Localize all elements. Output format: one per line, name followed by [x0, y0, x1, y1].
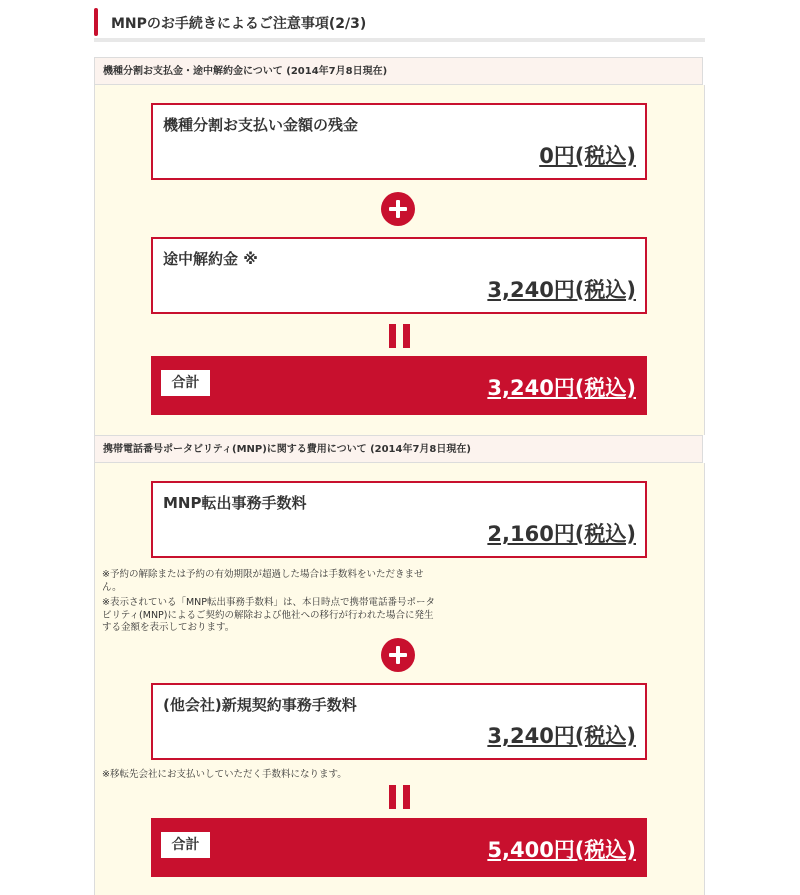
fee-box-new-contract — [151, 683, 647, 760]
fee-box-mnp-transfer — [151, 481, 647, 558]
page-title — [94, 8, 705, 42]
fee-label: (他会社)新規契約事務手数料 — [163, 696, 357, 714]
fee-box-device-balance — [151, 103, 647, 180]
section1-heading: 機種分割お支払金・途中解約金について (2014年7月8日現在) — [94, 57, 703, 85]
note-mnp-fee-2: ※表示されている「MNP転出事務手数料」は、本日時点で携帯電話番号ポータビリティ(MNP)によるご契約の解除および他社への移行が行われた場合に発生する金額を表示しております。 — [102, 597, 435, 633]
page-title-text: MNPのお手続きによるご注意事項(2/3) — [111, 16, 367, 32]
plus-icon — [381, 192, 415, 226]
fee-amount: 2,160円(税込) — [487, 522, 636, 546]
fee-label: 途中解約金 ※ — [163, 250, 258, 268]
total-label: 合計 — [161, 832, 210, 858]
total-label: 合計 — [161, 370, 210, 396]
equals-icon — [389, 785, 411, 809]
fee-label: MNP転出事務手数料 — [163, 494, 307, 512]
fee-amount: 3,240円(税込) — [487, 278, 636, 302]
fee-amount: 0円(税込) — [539, 144, 636, 168]
total-amount: 5,400円(税込) — [487, 838, 636, 862]
plus-icon — [381, 638, 415, 672]
total-amount: 3,240円(税込) — [487, 376, 636, 400]
note-new-contract: ※移転先会社にお支払いしていただく手数料になります。 — [102, 769, 347, 780]
fee-box-cancellation — [151, 237, 647, 314]
total-box-section2 — [151, 818, 647, 877]
fee-amount: 3,240円(税込) — [487, 724, 636, 748]
title-accent-bar — [94, 8, 98, 36]
total-box-section1 — [151, 356, 647, 415]
note-mnp-fee-1: ※予約の解除または予約の有効期限が超過した場合は手数料をいただきません。 — [102, 569, 424, 593]
fee-label: 機種分割お支払い金額の残金 — [163, 116, 359, 134]
section2-heading: 携帯電話番号ポータビリティ(MNP)に関する費用について (2014年7月8日現在) — [94, 435, 703, 463]
equals-icon — [389, 324, 411, 348]
